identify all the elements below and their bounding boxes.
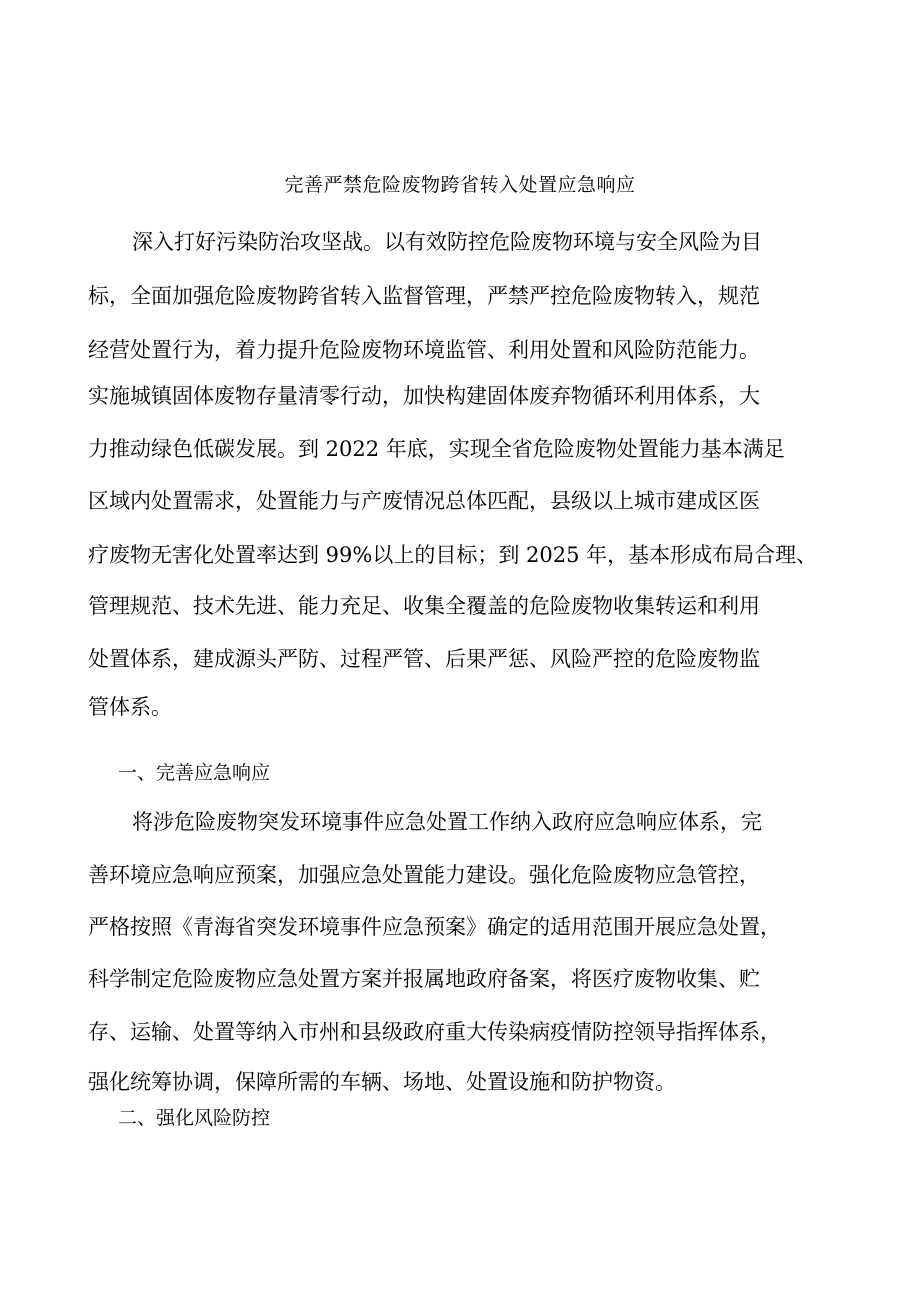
section1-line-5: 存、运输、处置等纳入市州和县级政府重大传染病疫情防控领导指挥体系， (88, 1020, 781, 1044)
intro-line-8: 管理规范、技术先进、能力充足、收集全覆盖的危险废物收集转运和利用 (88, 594, 760, 618)
section1-line-6: 强化统筹协调，保障所需的车辆、场地、处置设施和防护物资。 (88, 1070, 676, 1094)
intro-line-4: 实施城镇固体废物存量清零行动，加快构建固体废弃物循环利用体系，大 (88, 384, 760, 408)
section1-line-2: 善环境应急响应预案，加强应急处置能力建设。强化危险废物应急管控， (88, 863, 760, 887)
intro-line-6: 区域内处置需求，处置能力与产废情况总体匹配，县级以上城市建成区医 (88, 489, 760, 513)
intro-line-5: 力推动绿色低碳发展。到 2022 年底，实现全省危险废物处置能力基本满足 (88, 437, 785, 461)
section1-line-3: 严格按照《青海省突发环境事件应急预案》确定的适用范围开展应急处置， (88, 915, 781, 939)
intro-line-7: 疗废物无害化处置率达到 99%以上的目标；到 2025 年，基本形成布局合理、 (88, 543, 818, 567)
intro-line-1: 深入打好污染防治攻坚战。以有效防控危险废物环境与安全风险为目 (132, 230, 762, 254)
section-heading-1: 一、完善应急响应 (118, 762, 271, 784)
intro-line-10: 管体系。 (88, 695, 172, 719)
section1-line-4: 科学制定危险废物应急处置方案并报属地政府备案，将医疗废物收集、贮 (88, 967, 760, 991)
document-title: 完善严禁危险废物跨省转入处置应急响应 (284, 174, 636, 196)
intro-line-3: 经营处置行为，着力提升危险废物环境监管、利用处置和风险防范能力。 (88, 338, 760, 362)
intro-line-2: 标，全面加强危险废物跨省转入监督管理，严禁严控危险废物转入，规范 (88, 284, 760, 308)
section-heading-2: 二、强化风险防控 (118, 1107, 271, 1129)
section1-line-1: 将涉危险废物突发环境事件应急处置工作纳入政府应急响应体系，完 (132, 810, 762, 834)
intro-line-9: 处置体系，建成源头严防、过程严管、后果严惩、风险严控的危险废物监 (88, 647, 760, 671)
